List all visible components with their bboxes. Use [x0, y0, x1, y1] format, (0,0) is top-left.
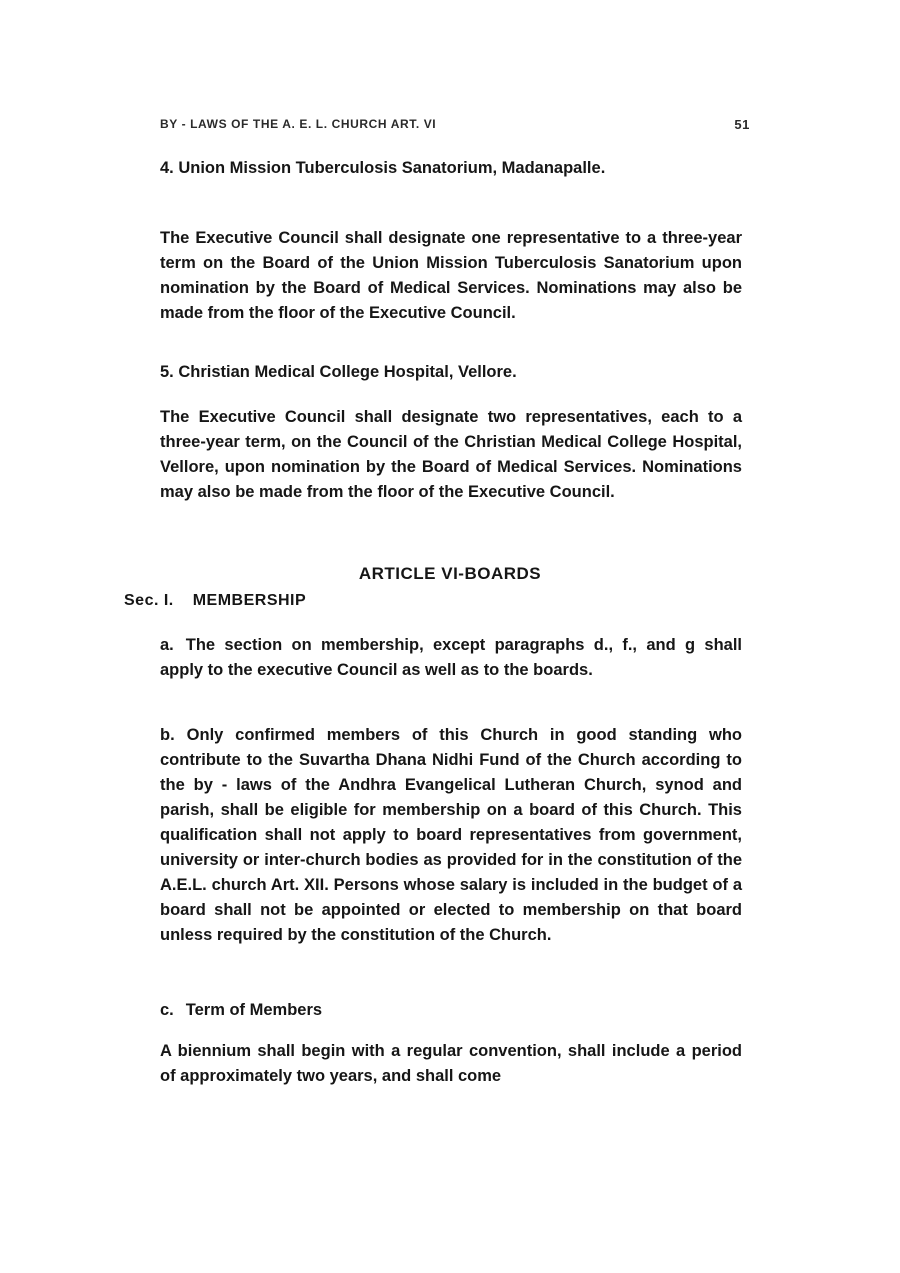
paragraph-b-text: Only confirmed members of this Church in good standing who contribute to the Suvartha Dhana Nidhi Fund of the Church according to the by - laws of the Andhra Evangelical Lutheran Church, synod and parish, shall be eligible for membership on a board of this Church. This qualification shall not apply to board representatives from government, university or inter-church bodies as provided for in the constitution of the A.E.L. church Art. XII. Persons whose salary is included in the budget of a board shall not be appointed or elected to membership on that board unless required by the constitution of the Church. — [160, 726, 742, 944]
paragraph-a-label: a. — [160, 636, 174, 654]
paragraph-c-text: A biennium shall begin with a regular convention, shall include a period of approximately two years, and shall come — [160, 1042, 742, 1085]
section-4-heading: 4. Union Mission Tuberculosis Sanatorium, Madanapalle. — [160, 159, 606, 177]
section-heading — [124, 592, 306, 610]
running-title: BY - LAWS OF THE A. E. L. CHURCH ART. VI — [160, 117, 437, 131]
section-5-heading: 5. Christian Medical College Hospital, Vellore. — [160, 363, 517, 381]
paragraph-b-label: b. — [160, 726, 175, 744]
section-5-body: The Executive Council shall designate two representatives, each to a three-year term, on the Council of the Christian Medical College Hospital, Vellore, upon nomination by the Board of Medical Services. Nominations may also be made from the floor of the Executive Council. — [160, 408, 742, 501]
running-header — [160, 117, 750, 131]
paragraph-a — [160, 633, 742, 683]
paragraph-a-text: The section on membership, except paragraphs d., f., and g shall apply to the executive Council as well as to the boards. — [160, 636, 742, 679]
section-4-body: The Executive Council shall designate one representative to a three-year term on the Board of the Union Mission Tuberculosis Sanatorium upon nomination by the Board of Medical Services. Nominations may also be made from the floor of the Executive Council. — [160, 229, 742, 322]
section-5-body-block — [160, 405, 742, 505]
section-title: MEMBERSHIP — [192, 592, 307, 609]
section-label: Sec. I. — [124, 592, 174, 609]
paragraph-c-label: c. — [160, 1001, 174, 1019]
paragraph-c-heading — [160, 998, 742, 1023]
paragraph-c — [160, 1039, 742, 1089]
page-number: 51 — [734, 117, 750, 132]
paragraph-b — [160, 723, 742, 948]
section-4-body-block — [160, 226, 742, 326]
section-4 — [160, 156, 742, 181]
section-5 — [160, 360, 742, 385]
article-title: ARTICLE VI-BOARDS — [358, 564, 542, 583]
paragraph-c-title: Term of Members — [185, 1001, 323, 1019]
